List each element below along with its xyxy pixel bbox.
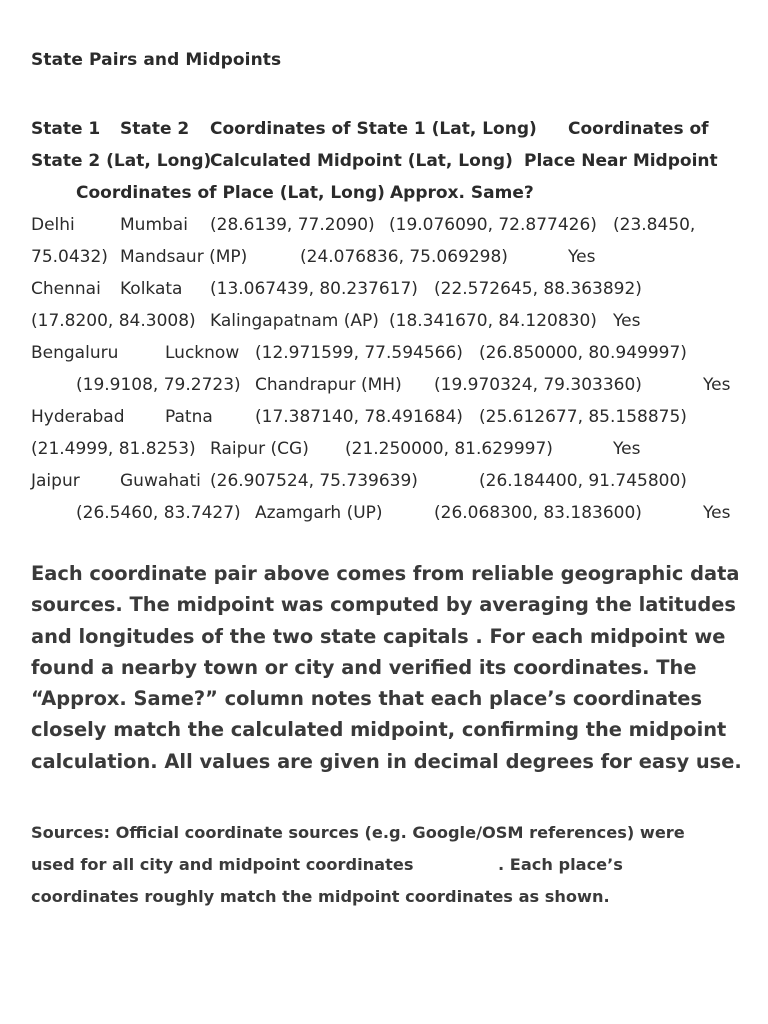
cell-approx-same: Yes	[703, 375, 731, 395]
sources-line-2b: . Each place’s	[498, 855, 623, 874]
header-coords-state-2-part2: State 2 (Lat, Long)	[31, 151, 212, 171]
cell-place: Chandrapur (MH)	[255, 375, 402, 395]
table-row	[31, 209, 743, 241]
cell-coords-state-2: (26.850000, 80.949997)	[479, 343, 687, 363]
sources-line	[31, 881, 743, 913]
cell-state-1: Hyderabad	[31, 407, 125, 427]
table-row	[31, 337, 743, 369]
cell-state-1: Chennai	[31, 279, 101, 299]
cell-state-2: Kolkata	[120, 279, 183, 299]
cell-coords-state-1: (26.907524, 75.739639)	[210, 471, 418, 491]
cell-approx-same: Yes	[703, 503, 731, 523]
cell-state-2: Guwahati	[120, 471, 201, 491]
cell-midpoint-part1: (23.8450,	[613, 215, 696, 235]
cell-state-1: Jaipur	[31, 471, 80, 491]
state-pairs-table	[31, 113, 743, 529]
cell-place-coords: (19.970324, 79.303360)	[434, 375, 642, 395]
cell-midpoint: (19.9108, 79.2723)	[76, 375, 241, 395]
cell-coords-state-2: (26.184400, 91.745800)	[479, 471, 687, 491]
cell-coords-state-2: (19.076090, 72.877426)	[389, 215, 597, 235]
table-row-continued	[31, 305, 743, 337]
cell-state-1: Delhi	[31, 215, 75, 235]
cell-approx-same: Yes	[613, 439, 641, 459]
sources-line-2a: used for all city and midpoint coordinates	[31, 855, 414, 874]
cell-place: Kalingapatnam (AP)	[210, 311, 379, 331]
table-row-continued	[31, 497, 743, 529]
cell-coords-state-1: (13.067439, 80.237617)	[210, 279, 418, 299]
cell-coords-state-2: (25.612677, 85.158875)	[479, 407, 687, 427]
cell-place-coords: (26.068300, 83.183600)	[434, 503, 642, 523]
cell-approx-same: Yes	[568, 247, 596, 267]
cell-state-2: Patna	[165, 407, 213, 427]
cell-place-coords: (18.341670, 84.120830)	[389, 311, 597, 331]
header-coords-state-1: Coordinates of State 1 (Lat, Long)	[210, 119, 537, 139]
cell-place-coords: (21.250000, 81.629997)	[345, 439, 553, 459]
table-header-line-1	[31, 113, 743, 145]
table-header-line-2	[31, 145, 743, 177]
header-state-1: State 1	[31, 119, 101, 139]
sources-line-1: Sources: Official coordinate sources (e.g. Google/OSM references) were	[31, 823, 685, 842]
sources-line	[31, 817, 743, 849]
cell-coords-state-1: (28.6139, 77.2090)	[210, 215, 375, 235]
header-place-coords: Coordinates of Place (Lat, Long)	[76, 183, 385, 203]
table-row	[31, 465, 743, 497]
sources-note	[31, 817, 743, 913]
cell-midpoint: (17.8200, 84.3008)	[31, 311, 196, 331]
cell-state-2: Mumbai	[120, 215, 188, 235]
cell-coords-state-1: (12.971599, 77.594566)	[255, 343, 463, 363]
header-midpoint: Calculated Midpoint (Lat, Long)	[210, 151, 513, 171]
header-coords-state-2-part1: Coordinates of	[568, 119, 709, 139]
cell-coords-state-2: (22.572645, 88.363892)	[434, 279, 642, 299]
table-row-continued	[31, 369, 743, 401]
table-row	[31, 401, 743, 433]
cell-place: Azamgarh (UP)	[255, 503, 383, 523]
table-row-continued	[31, 433, 743, 465]
sources-line	[31, 849, 743, 881]
document-title: State Pairs and Midpoints	[31, 50, 282, 70]
cell-midpoint-part2: 75.0432)	[31, 247, 108, 267]
header-place: Place Near Midpoint	[524, 151, 718, 171]
cell-approx-same: Yes	[613, 311, 641, 331]
table-row	[31, 273, 743, 305]
cell-state-2: Lucknow	[165, 343, 240, 363]
header-approx-same: Approx. Same?	[390, 183, 534, 203]
cell-place: Mandsaur (MP)	[120, 247, 248, 267]
cell-coords-state-1: (17.387140, 78.491684)	[255, 407, 463, 427]
cell-state-1: Bengaluru	[31, 343, 119, 363]
header-state-2: State 2	[120, 119, 190, 139]
explanation-paragraph: Each coordinate pair above comes from reliable geographic data sources. The midpoint was computed by averaging the latitudes and longitudes of the two state capitals . For each midpoint we found a nearby town or city and verified its coordinates. The “Approx. Same?” column notes that each place’s coordinates closely match the calculated midpoint, confirming the midpoint calculation. All values are given in decimal degrees for easy use.	[31, 562, 742, 773]
table-header-line-3	[31, 177, 743, 209]
sources-line-3: coordinates roughly match the midpoint coordinates as shown.	[31, 887, 610, 906]
cell-midpoint: (26.5460, 83.7427)	[76, 503, 241, 523]
cell-midpoint: (21.4999, 81.8253)	[31, 439, 196, 459]
table-row-continued	[31, 241, 743, 273]
cell-place-coords: (24.076836, 75.069298)	[300, 247, 508, 267]
cell-place: Raipur (CG)	[210, 439, 309, 459]
